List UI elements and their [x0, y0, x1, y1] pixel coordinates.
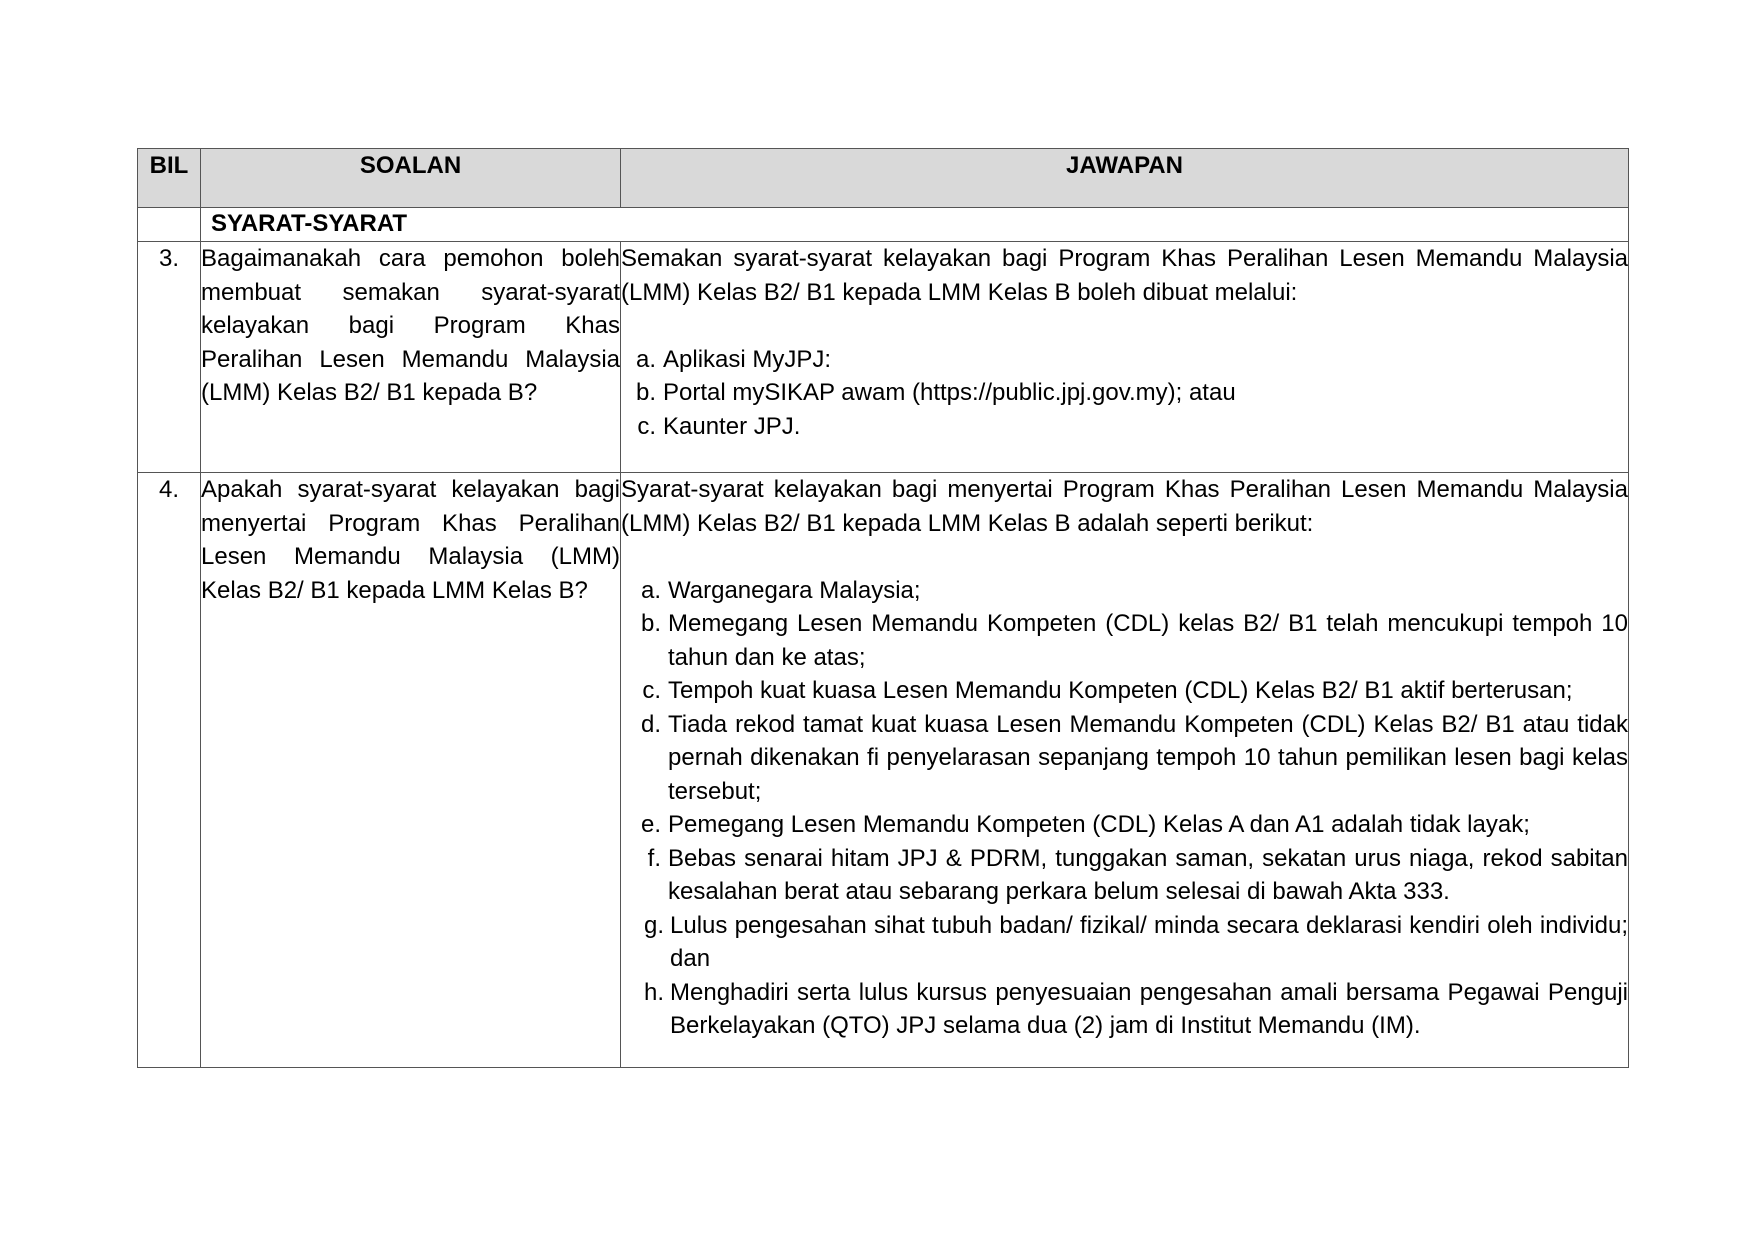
option-text: Pemegang Lesen Memandu Kompeten (CDL) Kelas A dan A1 adalah tidak layak; — [668, 811, 1530, 838]
option-letter: c. — [642, 677, 661, 704]
option-text: Warganegara Malaysia; — [668, 576, 921, 604]
list-item — [621, 574, 1628, 608]
section-row — [138, 208, 1629, 242]
option-text: Tiada rekod tamat kuat kuasa Lesen Memandu Kompeten (CDL) Kelas B2/ B1 atau tidak pernah dikenakan fi penyelarasan sepanjang tempoh 10 tahun pemilikan lesen bagi kelas tersebut; — [668, 710, 1628, 805]
answer-options — [621, 574, 1628, 1043]
option-letter: g. — [643, 911, 664, 939]
row-number: 3. — [138, 242, 201, 473]
option-letter: e. — [640, 811, 661, 838]
list-item — [621, 376, 1628, 410]
answer-cell — [621, 473, 1629, 1068]
answer-intro: Semakan syarat-syarat kelayakan bagi Program Khas Peralihan Lesen Memandu Malaysia (LMM) Kelas B2/ B1 kepada LMM Kelas B boleh dibuat melalui: — [621, 245, 1628, 306]
option-text: Aplikasi MyJPJ: — [663, 345, 832, 373]
option-text: Portal mySIKAP awam (https://public.jpj.gov.my); atau — [663, 379, 1236, 406]
option-letter: b. — [635, 379, 656, 406]
answer-intro: Syarat-syarat kelayakan bagi menyertai Program Khas Peralihan Lesen Memandu Malaysia (LMM) Kelas B2/ B1 kepada LMM Kelas B adalah seperti berikut: — [621, 476, 1628, 537]
option-letter: a. — [635, 345, 656, 373]
list-item — [621, 343, 1628, 377]
list-item — [621, 674, 1628, 708]
section-title: SYARAT-SYARAT — [201, 208, 1629, 242]
header-soalan: SOALAN — [201, 149, 621, 208]
faq-table — [137, 148, 1629, 1068]
list-item — [621, 808, 1628, 842]
list-item — [621, 976, 1628, 1043]
header-bil: BIL — [138, 149, 201, 208]
option-letter: h. — [643, 978, 664, 1006]
table-row — [138, 242, 1629, 473]
option-letter: c. — [637, 412, 656, 440]
list-item — [621, 842, 1628, 909]
option-letter: b. — [640, 610, 661, 637]
question-text: Apakah syarat-syarat kelayakan bagi menyertai Program Khas Peralihan Lesen Memandu Malaysia (LMM) Kelas B2/ B1 kepada LMM Kelas B? — [201, 473, 621, 1068]
section-bil-cell — [138, 208, 201, 242]
row-number: 4. — [138, 473, 201, 1068]
answer-options — [621, 343, 1628, 444]
list-item — [621, 708, 1628, 809]
option-text: Kaunter JPJ. — [663, 412, 801, 440]
option-text: Menghadiri serta lulus kursus penyesuaian pengesahan amali bersama Pegawai Penguji Berkelayakan (QTO) JPJ selama dua (2) jam di Institut Memandu (IM). — [670, 978, 1628, 1039]
option-text: Lulus pengesahan sihat tubuh badan/ fizikal/ minda secara deklarasi kendiri oleh individu; dan — [670, 911, 1628, 972]
list-item — [621, 607, 1628, 674]
question-text: Bagaimanakah cara pemohon boleh membuat semakan syarat-syarat kelayakan bagi Program Khas Peralihan Lesen Memandu Malaysia (LMM) Kelas B2/ B1 kepada B? — [201, 242, 621, 473]
option-letter: f. — [647, 844, 661, 872]
option-text: Bebas senarai hitam JPJ & PDRM, tunggakan saman, sekatan urus niaga, rekod sabitan kesalahan berat atau sebarang perkara belum selesai di bawah Akta 333. — [668, 844, 1628, 905]
option-letter: d. — [640, 710, 661, 738]
option-letter: a. — [640, 576, 661, 604]
table-header-row — [138, 149, 1629, 208]
list-item — [621, 909, 1628, 976]
table-row — [138, 473, 1629, 1068]
option-text: Memegang Lesen Memandu Kompeten (CDL) kelas B2/ B1 telah mencukupi tempoh 10 tahun dan ke atas; — [668, 610, 1628, 671]
option-text: Tempoh kuat kuasa Lesen Memandu Kompeten (CDL) Kelas B2/ B1 aktif berterusan; — [668, 677, 1573, 704]
list-item — [621, 410, 1628, 444]
header-jawapan: JAWAPAN — [621, 149, 1629, 208]
answer-cell — [621, 242, 1629, 473]
